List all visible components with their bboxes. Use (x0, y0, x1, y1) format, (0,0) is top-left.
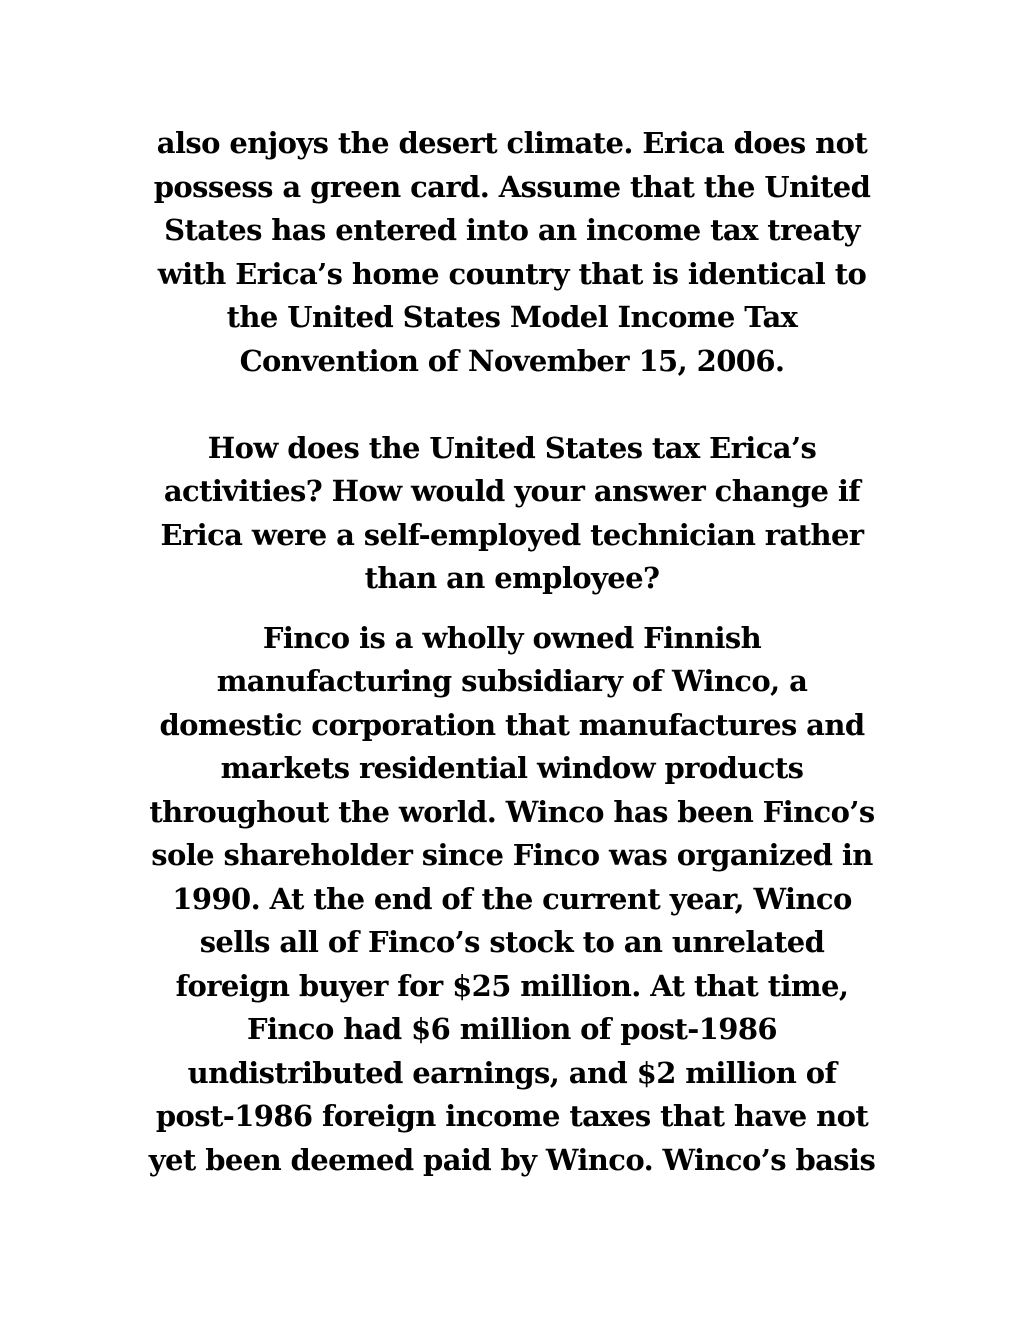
text-line: manufacturing subsidiary of Winco, a (216, 664, 808, 698)
paragraph-erica-question (110, 427, 914, 601)
text-line: throughout the world. Winco has been Finco’s (149, 794, 875, 829)
text-line: Convention of November 15, 2006. (239, 343, 785, 378)
document-page (110, 122, 914, 1182)
paragraph-erica-background (110, 122, 914, 383)
text-line: possess a green card. Assume that the United (153, 169, 871, 204)
text-line: than an employee? (364, 561, 660, 595)
text-line: activities? How would your answer change if (163, 474, 861, 508)
text-line: 1990. At the end of the current year, Winco (172, 881, 852, 916)
text-line: Erica were a self-employed technician rather (160, 517, 864, 552)
text-line: foreign buyer for $25 million. At that time, (175, 968, 849, 1003)
text-line: Finco had $6 million of post-1986 (247, 1012, 777, 1046)
text-line: also enjoys the desert climate. Erica does not (156, 126, 868, 160)
text-line: post-1986 foreign income taxes that have not (155, 1099, 869, 1133)
text-line: yet been deemed paid by Winco. Winco’s basis (148, 1142, 876, 1177)
text-line: sole shareholder since Finco was organized in (151, 838, 873, 872)
text-line: with Erica’s home country that is identical to (157, 256, 867, 291)
paragraph-finco-problem (110, 617, 914, 1183)
text-line: States has entered into an income tax treaty (164, 213, 860, 247)
text-line: sells all of Finco’s stock to an unrelated (199, 925, 825, 959)
text-line: markets residential window products (220, 751, 804, 785)
text-line: domestic corporation that manufactures and (159, 707, 865, 742)
text-line: the United States Model Income Tax (226, 300, 798, 334)
text-line: How does the United States tax Erica’s (207, 430, 817, 465)
text-line: undistributed earnings, and $2 million of (187, 1055, 837, 1090)
text-line: Finco is a wholly owned Finnish (262, 620, 762, 655)
